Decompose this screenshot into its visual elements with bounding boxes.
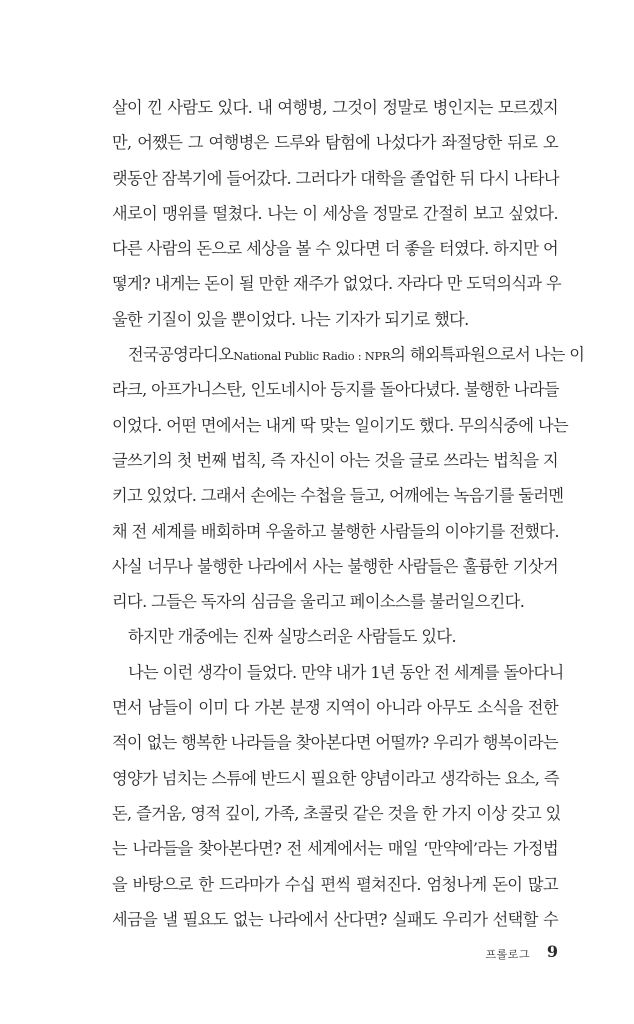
text-line: 나는 이런 생각이 들었다. 만약 내가 1년 동안 전 세계를 돌아다니 [128, 662, 564, 682]
text-line: 랫동안 잠복기에 들어갔다. 그러다가 대학을 졸업한 뒤 다시 나타나 [112, 168, 559, 188]
text-line: 는 나라들을 찾아본다면? 전 세계에서는 매일 ‘만약에’라는 가정법 [112, 839, 558, 859]
text-line: 사실 너무나 불행한 나라에서 사는 불행한 사람들은 훌륭한 기삿거 [112, 556, 558, 576]
text-line-npr [112, 337, 585, 372]
text-line: 을 바탕으로 한 드라마가 수십 편씩 펼쳐진다. 엄청나게 돈이 많고 [112, 874, 558, 894]
page-number: 9 [546, 942, 558, 961]
text-line: 키고 있었다. 그래서 손에는 수첩을 들고, 어깨에는 녹음기를 둘러멘 [112, 486, 564, 506]
text-segment: 전국공영라디오 [128, 345, 234, 365]
text-line: 울한 기질이 있을 뿐이었다. 나는 기자가 되기로 했다. [112, 309, 469, 329]
text-line: 떻게? 내게는 돈이 될 만한 재주가 없었다. 자라다 만 도덕의식과 우 [112, 274, 562, 294]
text-line: 채 전 세계를 배회하며 우울하고 불행한 사람들의 이야기를 전했다. [112, 521, 559, 541]
text-segment: 의 해외특파원으로서 나는 이 [390, 345, 585, 365]
text-line: 살이 낀 사람도 있다. 내 여행병, 그것이 정말로 병인지는 모르겠지 [112, 98, 558, 117]
text-line: 만, 어쨌든 그 여행병은 드루와 탐험에 나섰다가 좌절당한 뒤로 오 [112, 133, 558, 153]
text-line: 이었다. 어떤 면에서는 내게 딱 맞는 일이기도 했다. 무의식중에 나는 [112, 415, 569, 435]
text-line: 적이 없는 행복한 나라들을 찾아본다면 어떨까? 우리가 행복이라는 [112, 733, 558, 753]
text-line: 하지만 개중에는 진짜 실망스러운 사람들도 있다. [128, 627, 457, 647]
text-line: 면서 남들이 이미 다 가본 분쟁 지역이 아니라 아무도 소식을 전한 [112, 698, 558, 718]
text-line: 다른 사람의 돈으로 세상을 볼 수 있다면 더 좋을 터였다. 하지만 어 [112, 239, 558, 259]
text-line: 리다. 그들은 독자의 심금을 울리고 페이소스를 불러일으킨다. [112, 592, 525, 612]
text-line: 세금을 낼 필요도 없는 나라에서 산다면? 실패도 우리가 선택할 수 [112, 909, 558, 929]
text-line: 영양가 넘치는 스튜에 반드시 필요한 양념이라고 생각하는 요소, 즉 [112, 768, 559, 788]
running-chapter-title: 프롤로그 [485, 948, 530, 961]
text-line: 돈, 즐거움, 영적 깊이, 가족, 초콜릿 같은 것을 한 가지 이상 갖고 있 [112, 803, 561, 823]
text-line: 라크, 아프가니스탄, 인도네시아 등지를 돌아다녔다. 불행한 나라들 [112, 380, 559, 400]
text-line: 새로이 맹위를 떨쳤다. 나는 이 세상을 정말로 간절히 보고 싶었다. [112, 203, 558, 223]
page-footer [0, 942, 634, 966]
text-segment-latin: National Public Radio : NPR [233, 349, 391, 364]
body-text [112, 90, 585, 937]
text-line: 글쓰기의 첫 번째 법칙, 즉 자신이 아는 것을 글로 쓰라는 법칙을 지 [112, 450, 558, 470]
